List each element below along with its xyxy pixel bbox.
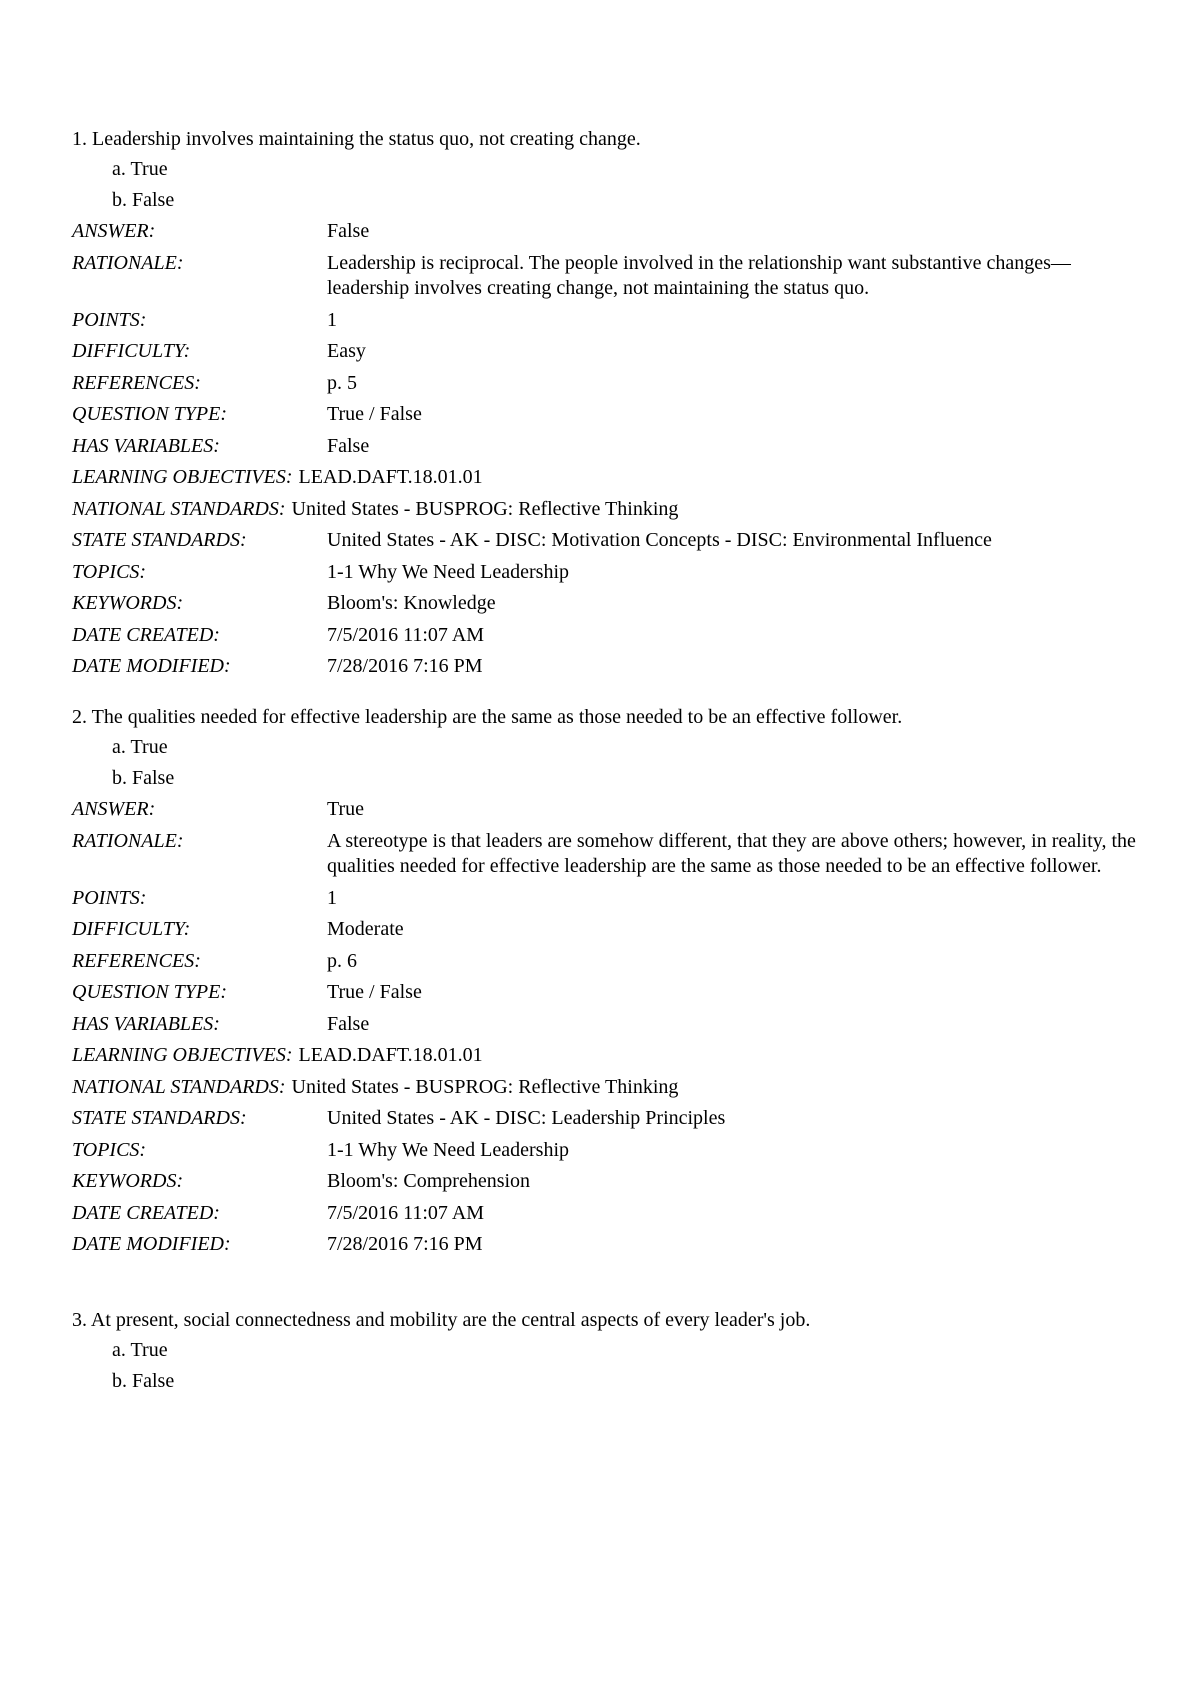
question-stem: 2. The qualities needed for effective leadership are the same as those needed to be an effective follower. (72, 706, 903, 728)
topics-value: 1-1 Why We Need Leadership (327, 560, 570, 583)
date-modified-row (72, 1229, 1152, 1261)
question-stem: 1. Leadership involves maintaining the status quo, not creating change. (72, 128, 641, 150)
keywords-row (72, 588, 1152, 620)
date-modified-label: DATE MODIFIED: (72, 1233, 231, 1255)
keywords-row (72, 1166, 1152, 1198)
date-created-label: DATE CREATED: (72, 1201, 220, 1224)
references-row (72, 368, 1152, 400)
topics-value: 1-1 Why We Need Leadership (327, 1138, 570, 1161)
references-row (72, 946, 1152, 978)
national-standards-label: NATIONAL STANDARDS: (72, 1075, 286, 1098)
option-a: a. True (112, 1339, 168, 1361)
option-b: b. False (112, 767, 175, 789)
state-standards-value: United States - AK - DISC: Leadership Principles (327, 1107, 726, 1129)
points-label: POINTS: (72, 886, 147, 909)
question-2 (72, 702, 1152, 1261)
option-a: a. True (112, 158, 168, 180)
question-type-value: True / False (327, 403, 422, 425)
question-type-row (72, 399, 1152, 431)
national-standards-value: United States - BUSPROG: Reflective Thinking (291, 497, 679, 520)
answer-label: ANSWER: (72, 220, 156, 242)
rationale-label: RATIONALE: (72, 829, 184, 852)
references-label: REFERENCES: (72, 949, 201, 972)
date-modified-label: DATE MODIFIED: (72, 655, 231, 677)
keywords-label: KEYWORDS: (72, 1170, 184, 1192)
has-variables-value: False (327, 434, 370, 457)
points-value: 1 (327, 308, 337, 331)
learning-objectives-row (72, 1040, 1152, 1072)
national-standards-value: United States - BUSPROG: Reflective Thinking (291, 1075, 679, 1098)
keywords-label: KEYWORDS: (72, 592, 184, 614)
topics-row (72, 1135, 1152, 1167)
points-value: 1 (327, 886, 337, 909)
national-standards-row (72, 494, 1152, 526)
question-metadata (72, 794, 1152, 1261)
national-standards-label: NATIONAL STANDARDS: (72, 497, 286, 520)
difficulty-label: DIFFICULTY: (72, 918, 191, 940)
question-metadata (72, 216, 1152, 683)
rationale-row (72, 248, 1152, 305)
question-stem: 3. At present, social connectedness and mobility are the central aspects of every leader's job. (72, 1309, 811, 1331)
answer-row (72, 794, 1152, 826)
date-modified-value: 7/28/2016 7:16 PM (327, 1233, 483, 1255)
has-variables-label: HAS VARIABLES: (72, 1012, 220, 1035)
state-standards-row (72, 525, 1152, 557)
has-variables-row (72, 1009, 1152, 1041)
option-a: a. True (112, 736, 168, 758)
topics-row (72, 557, 1152, 589)
difficulty-row (72, 336, 1152, 368)
national-standards-row (72, 1072, 1152, 1104)
state-standards-value: United States - AK - DISC: Motivation Concepts - DISC: Environmental Influence (327, 529, 992, 551)
difficulty-row (72, 914, 1152, 946)
date-modified-value: 7/28/2016 7:16 PM (327, 655, 483, 677)
question-type-row (72, 977, 1152, 1009)
rationale-label: RATIONALE: (72, 251, 184, 274)
difficulty-value: Easy (327, 340, 366, 362)
question-type-label: QUESTION TYPE: (72, 403, 228, 425)
rationale-value: Leadership is reciprocal. The people involved in the relationship want substantive changes—leadership involves creating change, not maintaining the status quo. (327, 251, 1071, 299)
date-created-value: 7/5/2016 11:07 AM (327, 1201, 485, 1224)
answer-label: ANSWER: (72, 798, 156, 820)
learning-objectives-value: LEAD.DAFT.18.01.01 (298, 466, 483, 488)
date-created-value: 7/5/2016 11:07 AM (327, 623, 485, 646)
learning-objectives-row (72, 462, 1152, 494)
has-variables-label: HAS VARIABLES: (72, 434, 220, 457)
question-type-label: QUESTION TYPE: (72, 981, 228, 1003)
option-b: b. False (112, 1370, 175, 1392)
references-label: REFERENCES: (72, 371, 201, 394)
learning-objectives-label: LEARNING OBJECTIVES: (72, 1044, 293, 1066)
topics-label: TOPICS: (72, 560, 147, 583)
references-value: p. 5 (327, 371, 357, 394)
question-type-value: True / False (327, 981, 422, 1003)
date-created-row (72, 1198, 1152, 1230)
points-row (72, 305, 1152, 337)
answer-row (72, 216, 1152, 248)
has-variables-value: False (327, 1012, 370, 1035)
date-modified-row (72, 651, 1152, 683)
answer-value: False (327, 220, 370, 242)
points-row (72, 883, 1152, 915)
date-created-row (72, 620, 1152, 652)
has-variables-row (72, 431, 1152, 463)
state-standards-label: STATE STANDARDS: (72, 529, 247, 551)
answer-value: True (327, 798, 365, 820)
keywords-value: Bloom's: Knowledge (327, 592, 496, 614)
points-label: POINTS: (72, 308, 147, 331)
difficulty-value: Moderate (327, 918, 404, 940)
learning-objectives-value: LEAD.DAFT.18.01.01 (298, 1044, 483, 1066)
date-created-label: DATE CREATED: (72, 623, 220, 646)
rationale-value: A stereotype is that leaders are somehow different, that they are above others; however, in reality, the qualities needed for effective leadership are the same as those needed to be an effective follower. (327, 829, 1136, 877)
learning-objectives-label: LEARNING OBJECTIVES: (72, 466, 293, 488)
option-b: b. False (112, 189, 175, 211)
rationale-row (72, 826, 1152, 883)
references-value: p. 6 (327, 949, 357, 972)
state-standards-label: STATE STANDARDS: (72, 1107, 247, 1129)
question-3 (72, 1305, 1152, 1397)
state-standards-row (72, 1103, 1152, 1135)
keywords-value: Bloom's: Comprehension (327, 1170, 531, 1192)
topics-label: TOPICS: (72, 1138, 147, 1161)
question-1 (72, 124, 1152, 683)
difficulty-label: DIFFICULTY: (72, 340, 191, 362)
